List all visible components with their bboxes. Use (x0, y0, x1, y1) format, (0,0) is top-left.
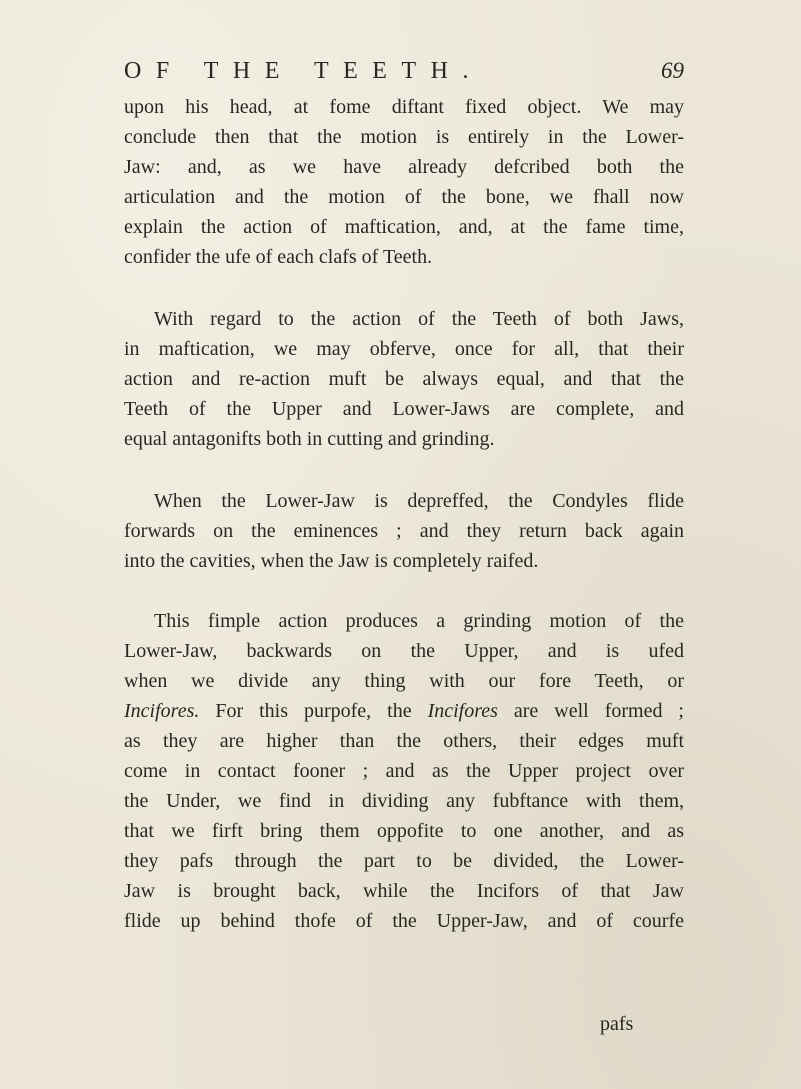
text-line: When the Lower-Jaw is depreffed, the Condyles flide (154, 490, 684, 512)
text-line: upon his head, at fome diftant fixed object. We may (124, 96, 684, 118)
text-run: For this purpofe, the (199, 700, 428, 722)
text-line: forwards on the eminences ; and they return back again (124, 520, 684, 542)
text-line: they pafs through the part to be divided, the Lower- (124, 850, 684, 872)
text-line-mixed (124, 696, 684, 726)
paragraph-2 (124, 304, 684, 454)
paragraph-1 (124, 92, 684, 272)
text-line: explain the action of maftication, and, at the fame time, (124, 216, 684, 238)
italic-term: Incifores. (124, 700, 200, 722)
text-line: Lower-Jaw, backwards on the Upper, and is ufed (124, 640, 684, 662)
text-line: Teeth of the Upper and Lower-Jaws are complete, and (124, 398, 684, 420)
text-line: With regard to the action of the Teeth of both Jaws, (154, 308, 684, 330)
text-line: conclude then that the motion is entirely in the Lower- (124, 126, 684, 148)
italic-term: Incifores (427, 700, 498, 722)
text-line: when we divide any thing with our fore Teeth, or (124, 670, 684, 692)
text-line: the Under, we find in dividing any fubftance with them, (124, 790, 684, 812)
catchword: pafs (600, 1013, 634, 1035)
text-line: confider the ufe of each clafs of Teeth. (124, 246, 433, 268)
text-line: as they are higher than the others, their edges muft (124, 730, 684, 752)
body-text (124, 92, 684, 936)
text-line: articulation and the motion of the bone, we fhall now (124, 186, 684, 208)
text-line: in maftication, we may obferve, once for all, that their (124, 338, 684, 360)
text-line: This fimple action produces a grinding motion of the (154, 610, 684, 632)
page-header (124, 58, 684, 92)
text-line: equal antagonifts both in cutting and grinding. (124, 428, 495, 450)
text-line: that we firft bring them oppofite to one another, and as (124, 820, 684, 842)
text-line: into the cavities, when the Jaw is completely raifed. (124, 550, 539, 572)
text-line: come in contact fooner ; and as the Upper project over (124, 760, 684, 782)
text-line: Jaw: and, as we have already defcribed both the (124, 156, 684, 178)
text-line: Jaw is brought back, while the Incifors of that Jaw (124, 880, 684, 902)
paragraph-4 (124, 606, 684, 936)
text-line: flide up behind thofe of the Upper-Jaw, and of courfe (124, 910, 684, 932)
page-number: 69 (661, 58, 684, 83)
text-line: action and re-action muft be always equal, and that the (124, 368, 684, 390)
text-run: are well formed ; (497, 700, 684, 722)
running-head: OF THE TEETH. (124, 58, 483, 84)
paragraph-3 (124, 486, 684, 576)
